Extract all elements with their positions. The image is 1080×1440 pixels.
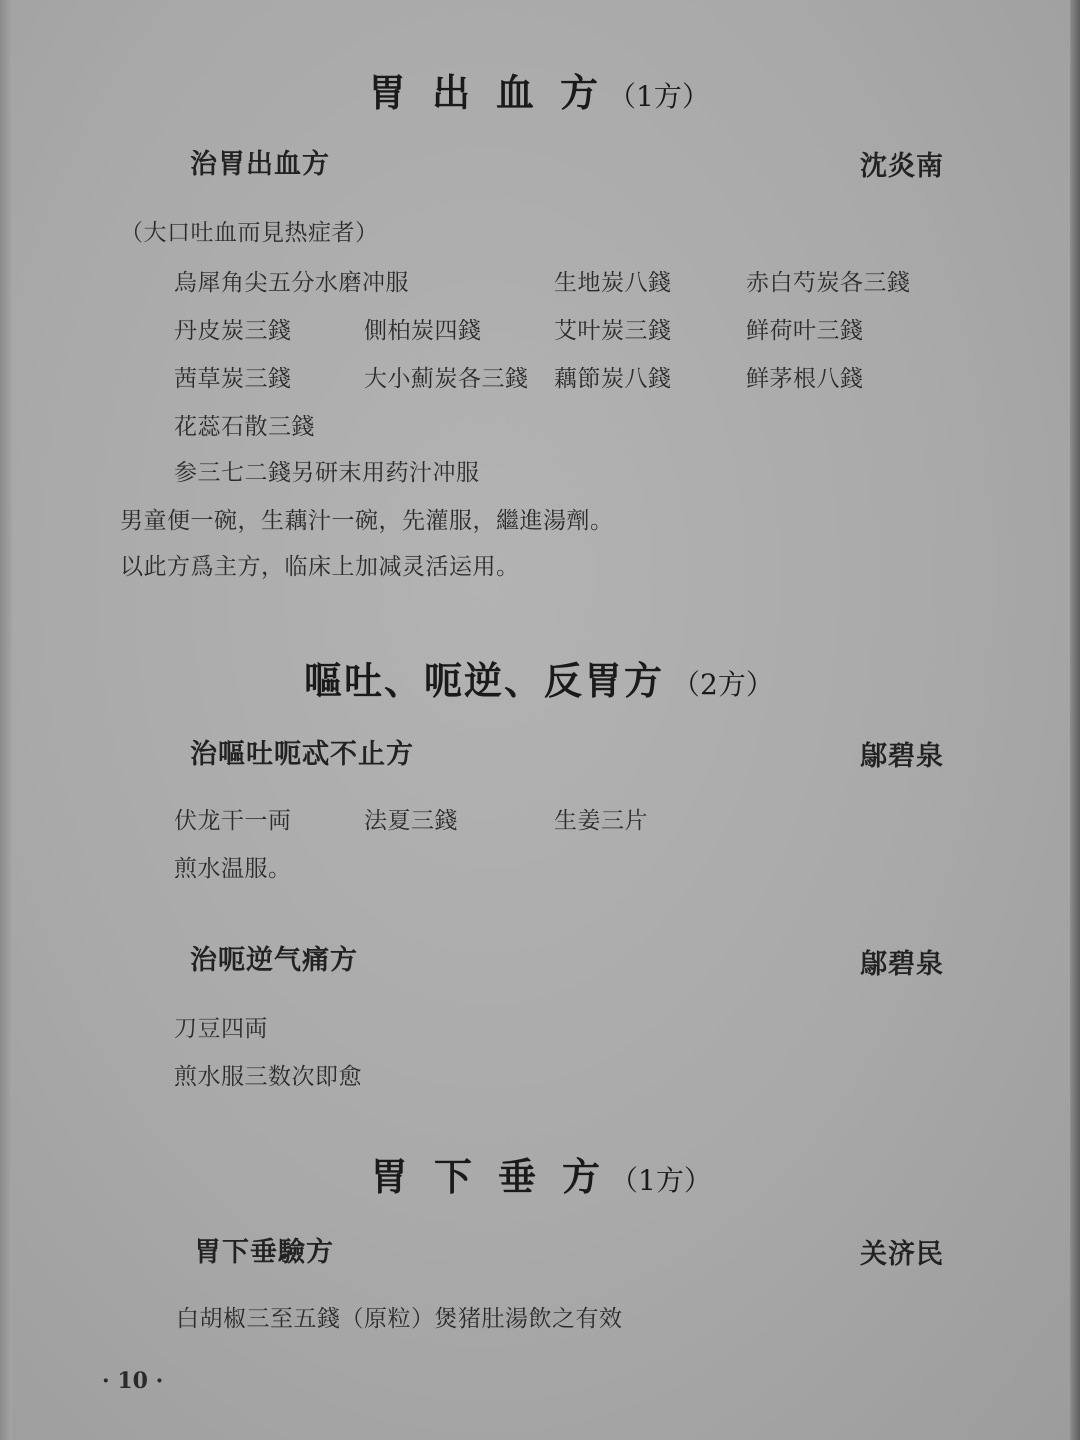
recipe-title: 治呃逆气痛方 bbox=[190, 945, 358, 976]
recipe-instruction: 男童便一碗，生藕汁一碗，先灌服，繼進湯劑。 bbox=[120, 508, 614, 534]
ingredient: 花蕊石散三錢 bbox=[174, 414, 315, 440]
recipe-title: 治胃出血方 bbox=[190, 149, 330, 180]
recipe-title: 胃下垂驗方 bbox=[194, 1237, 334, 1268]
ingredient: 鲜茅根八錢 bbox=[746, 366, 864, 392]
recipe-instruction: 煎水温服。 bbox=[174, 856, 292, 882]
recipe-instruction: 白胡椒三至五錢（原粒）煲猪肚湯飲之有效 bbox=[176, 1306, 623, 1332]
ingredient: 大小薊炭各三錢 bbox=[364, 366, 529, 392]
ingredient: 刀豆四両 bbox=[174, 1016, 268, 1042]
section-count: （1方） bbox=[608, 80, 710, 113]
section-title-gastroptosis bbox=[370, 1146, 712, 1201]
recipe-author: 关济民 bbox=[860, 1239, 944, 1270]
page-right-edge bbox=[1070, 0, 1080, 1440]
ingredient: 法夏三錢 bbox=[364, 808, 458, 834]
section-title-gastric-bleeding bbox=[368, 62, 710, 117]
page-left-edge bbox=[0, 0, 12, 1440]
ingredient: 参三七二錢另研末用药汁冲服 bbox=[174, 460, 480, 486]
section-count: （2方） bbox=[672, 668, 774, 701]
ingredient: 赤白芍炭各三錢 bbox=[746, 270, 911, 296]
recipe-author: 鄔碧泉 bbox=[860, 741, 944, 772]
recipe-instruction: 以此方爲主方，临床上加减灵活运用。 bbox=[120, 554, 520, 580]
section-title-main: 胃出血 bbox=[368, 70, 561, 115]
ingredient: 藕節炭八錢 bbox=[554, 366, 672, 392]
recipe-author: 鄔碧泉 bbox=[860, 949, 944, 980]
ingredient: 生姜三片 bbox=[554, 808, 648, 834]
ingredient: 烏犀角尖五分水磨冲服 bbox=[174, 270, 409, 296]
ingredient: 側柏炭四錢 bbox=[364, 318, 482, 344]
section-title-vomiting bbox=[304, 650, 774, 705]
ingredient: 艾叶炭三錢 bbox=[554, 318, 672, 344]
section-title-main: 嘔吐、呃逆、反胃方 bbox=[304, 658, 665, 703]
page-number: · 10 · bbox=[102, 1368, 164, 1394]
section-count: （1方） bbox=[610, 1164, 712, 1197]
recipe-instruction: 煎水服三数次即愈 bbox=[174, 1064, 362, 1090]
recipe-title: 治嘔吐呃忒不止方 bbox=[190, 739, 414, 770]
section-title-last: 方 bbox=[562, 1154, 603, 1199]
recipe-author: 沈炎南 bbox=[860, 151, 944, 182]
ingredient: 生地炭八錢 bbox=[554, 270, 672, 296]
section-title-last: 方 bbox=[560, 70, 601, 115]
ingredient: 丹皮炭三錢 bbox=[174, 318, 292, 344]
ingredient: 伏龙干一両 bbox=[174, 808, 292, 834]
recipe-note: （大口吐血而見热症者） bbox=[120, 220, 379, 246]
section-title-main: 胃下垂 bbox=[370, 1154, 563, 1199]
ingredient: 鲜荷叶三錢 bbox=[746, 318, 864, 344]
ingredient: 茜草炭三錢 bbox=[174, 366, 292, 392]
